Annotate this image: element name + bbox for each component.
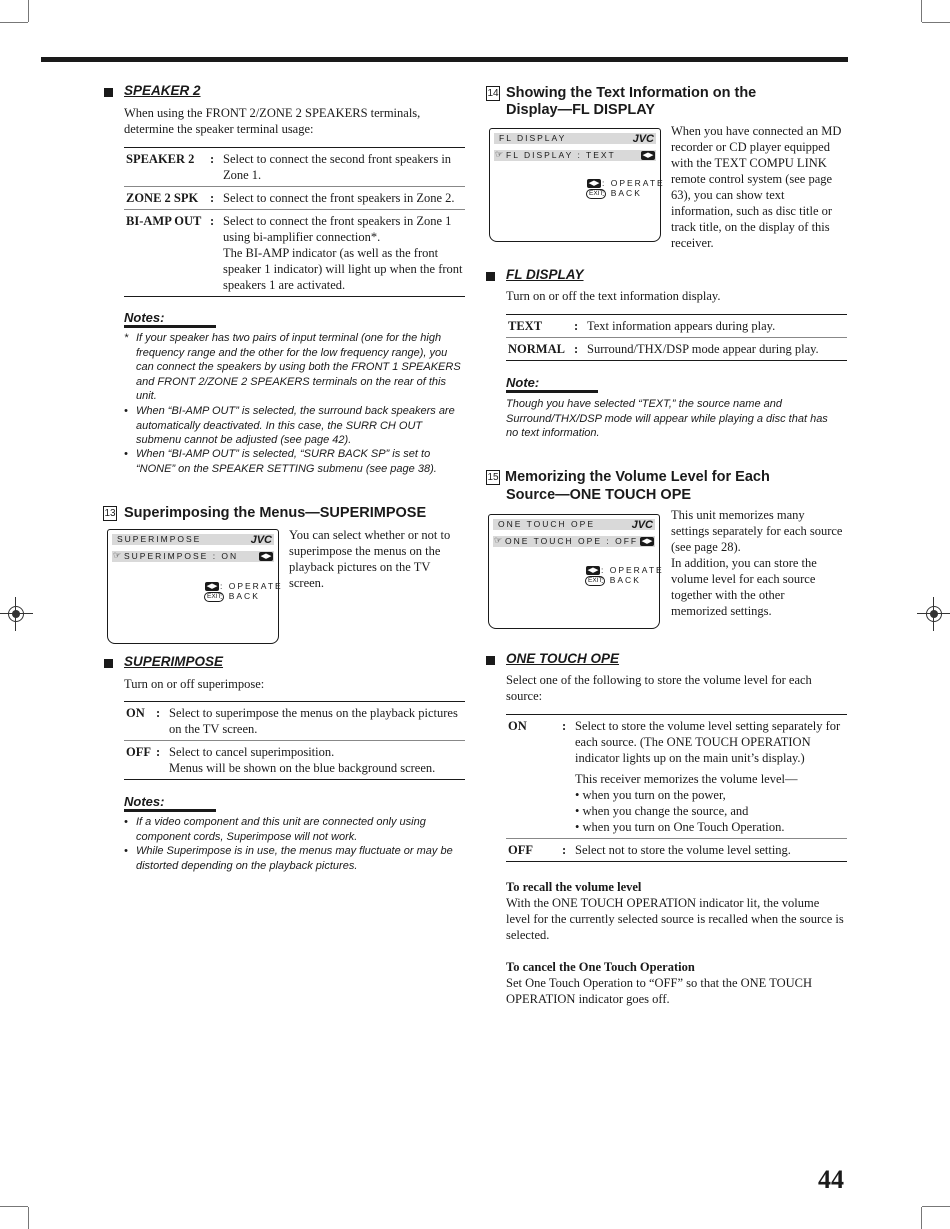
table-row [124,187,465,210]
crop-mark-top-left-v [28,0,29,22]
crop-mark-bottom-left [0,1206,28,1207]
table-row [506,715,847,839]
superimpose-intro: Turn on or off superimpose: [124,677,265,691]
page-number: 44 [818,1165,844,1194]
option-text [169,741,465,780]
jvc-logo: JVC [632,133,654,145]
recall-text: With the ONE TOUCH OPERATION indicator lit, the volume level for the currently selected source is recalled when the source is selected. [506,896,844,942]
note-text: If a video component and this unit are connected only using component cords, Superimpose will not work. [136,816,426,843]
cancel-text: Set One Touch Operation to “OFF” so that the ONE TOUCH OPERATION indicator goes off. [506,976,813,1006]
speaker2-note [124,447,464,476]
section15-title-line1: Memorizing the Volume Level for Each [505,469,770,485]
section15-description-line1: This unit memorizes many settings separately for each source (see page 28). [671,508,843,554]
speaker2-note [124,331,464,404]
option-sep: : [210,152,215,166]
superimpose-screen [107,529,283,644]
table-row [506,315,847,338]
option-sep: : [210,214,215,228]
option-text-line1: Select to cancel superimposition. [169,745,335,759]
speaker2-options-table [124,147,465,297]
option-text [223,210,465,297]
table-row [124,702,465,741]
option-text: Select to connect the front speakers in Zone 2. [223,191,455,205]
bullet-square [486,272,495,281]
option-key: ON [508,719,527,733]
cancel-heading: To cancel the One Touch Operation [506,960,695,974]
screen-operate: : OPERATE [602,178,665,188]
option-text-line2: This receiver memorizes the volume level— [575,772,798,786]
option-sep: : [562,719,567,733]
one-touch-heading: ONE TOUCH OPE [506,651,620,666]
table-row [124,741,465,780]
crop-mark-bottom-right-v [921,1207,922,1229]
screen-back: : BACK [601,575,641,585]
section15-description [671,507,843,619]
screen-back: : BACK [602,188,642,198]
option-text-line1: Select to connect the front speakers in Zone 1 using bi-amplifier connection*. [223,214,452,244]
section14-description: When you have connected an MD recorder or CD player equipped with the TEXT COMPU LINK remote control system (see page 63), you can show text information, such as disc title or track title, on the display of this receiver. [671,124,842,250]
speaker2-notes-heading: Notes: [124,310,165,325]
exit-key-icon: EXIT [585,576,605,586]
header-rule [41,57,848,62]
table-row [506,839,847,862]
screen-operate: : OPERATE [601,565,664,575]
section15-title-line2: Source—ONE TOUCH OPE [506,487,692,503]
table-row [124,210,465,297]
bullet-square [104,659,113,668]
option-sep: : [574,342,579,356]
section14-title-line2: Display—FL DISPLAY [506,102,656,118]
jvc-logo: JVC [631,519,653,531]
table-row [506,338,847,361]
option-text-line2: The BI-AMP indicator (as well as the front speaker 1 indicator) will light up when the front speakers 1 are activated. [223,246,463,292]
superimpose-note [124,844,464,873]
notes-underline [124,809,216,812]
memorize-bullets [575,787,847,835]
option-text-line2: Menus will be shown on the blue background screen. [169,761,436,775]
one-touch-screen [488,514,664,629]
crop-mark-top-left [0,22,28,23]
screen-setting: FL DISPLAY : TEXT [506,150,616,160]
crop-mark-bottom-left-v [28,1207,29,1229]
option-sep: : [156,745,161,759]
option-sep: : [156,706,161,720]
option-key: ON [126,706,145,720]
fl-display-note: Though you have selected “TEXT,” the source name and Surround/THX/DSP mode will appear while playing a disc that has no text information. [506,398,828,439]
option-key: NORMAL [508,342,565,356]
option-text-line1: Select to store the volume level setting separately for each source. (The ONE TOUCH OPERATION indicator lights up on the main unit’s display.) [575,719,841,765]
option-text: Surround/THX/DSP mode appear during play. [587,342,819,356]
speaker2-intro: When using the FRONT 2/ZONE 2 SPEAKERS terminals, determine the speaker terminal usage: [124,106,421,136]
list-item: • when you change the source, and [575,804,749,818]
speaker2-heading: SPEAKER 2 [124,83,201,98]
note-text: If your speaker has two pairs of input terminal (one for the high frequency range and the other for the low frequency range), you can connect the speakers by using both the FRONT 1 SPEAKERS and FRONT 2/ZONE 2 SPEAKERS terminals on the rear of this unit. [136,332,461,402]
option-text: Select not to store the volume level setting. [575,843,791,857]
fl-display-options-table [506,314,847,361]
note-mark: • [124,405,128,417]
crop-mark-top-right [922,22,950,23]
left-right-arrows-icon: ◀▶ [641,537,653,545]
superimpose-notes-heading: Notes: [124,794,165,809]
fl-display-heading: FL DISPLAY [506,267,584,282]
superimpose-options-table [124,701,465,780]
speaker2-note [124,404,464,448]
option-text [575,715,847,839]
section13-description: You can select whether or not to superimpose the menus on the playback pictures on the TV screen. [289,528,451,590]
section13-title: Superimposing the Menus—SUPERIMPOSE [124,505,427,521]
note-mark: • [124,845,128,857]
note-mark: * [124,332,129,344]
exit-key-icon: EXIT [204,592,224,602]
registration-mark-left [5,603,27,625]
option-text: Text information appears during play. [587,319,776,333]
option-key: SPEAKER 2 [126,152,195,166]
option-key: BI-AMP OUT [126,214,202,228]
screen-title: ONE TOUCH OPE [498,519,596,529]
option-key: OFF [126,745,151,759]
option-key: ZONE 2 SPK [126,191,199,205]
list-item: • when you turn on One Touch Operation. [575,820,785,834]
left-right-arrows-icon: ◀▶ [206,582,218,590]
bullet-square [104,88,113,97]
screen-title: SUPERIMPOSE [117,534,202,544]
note-text: When “BI-AMP OUT” is selected, the surround back speakers are automatically deactivated. In this case, the SURR CH OUT submenu cannot be adjusted (see page 42). [136,405,455,446]
option-text: Select to connect the second front speakers in Zone 1. [223,152,452,182]
recall-heading: To recall the volume level [506,880,642,894]
pointer-hand-icon: ☞ [494,536,503,546]
superimpose-note [124,815,464,844]
option-sep: : [574,319,579,333]
pointer-hand-icon: ☞ [113,551,122,561]
one-touch-options-table [506,714,847,862]
fl-display-note-heading: Note: [506,375,540,390]
screen-setting: ONE TOUCH OPE : OFF [505,536,639,546]
screen-title: FL DISPLAY [499,133,567,143]
section-number-13: 13 [104,508,116,519]
fl-display-screen [489,128,665,242]
notes-underline [124,325,216,328]
section-number-14: 14 [487,88,499,99]
note-text: While Superimpose is in use, the menus may fluctuate or may be distorted depending on the playback pictures. [136,845,453,872]
left-right-arrows-icon: ◀▶ [587,566,599,574]
exit-key-icon: EXIT [586,189,606,199]
jvc-logo: JVC [250,534,272,546]
note-mark: • [124,448,128,460]
bullet-square [486,656,495,665]
left-right-arrows-icon: ◀▶ [642,151,654,159]
section-number-15: 15 [487,472,499,483]
list-item: • when you turn on the power, [575,788,726,802]
fl-display-intro: Turn on or off the text information display. [506,289,721,303]
pointer-hand-icon: ☞ [495,150,504,160]
option-sep: : [210,191,215,205]
screen-back: : BACK [220,591,260,601]
screen-setting: SUPERIMPOSE : ON [124,551,239,561]
crop-mark-bottom-right [922,1206,950,1207]
registration-mark-right [923,603,945,625]
notes-underline [506,390,598,393]
note-mark: • [124,816,128,828]
one-touch-intro: Select one of the following to store the volume level for each source: [506,673,812,703]
table-row [124,148,465,187]
option-sep: : [562,843,567,857]
screen-operate: : OPERATE [220,581,283,591]
note-text: When “BI-AMP OUT” is selected, “SURR BACK SP” is set to “NONE” on the SPEAKER SETTING submenu (see page 38). [136,448,437,475]
section14-title-line1: Showing the Text Information on the [506,85,757,101]
option-key: TEXT [508,319,543,333]
superimpose-heading: SUPERIMPOSE [124,654,224,669]
crop-mark-top-right-v [921,0,922,22]
option-text: Select to superimpose the menus on the playback pictures on the TV screen. [169,706,458,736]
section15-description-line2: In addition, you can store the volume level for each source together with the other memorized settings. [671,556,817,618]
left-right-arrows-icon: ◀▶ [588,179,600,187]
option-key: OFF [508,843,533,857]
left-right-arrows-icon: ◀▶ [260,552,272,560]
